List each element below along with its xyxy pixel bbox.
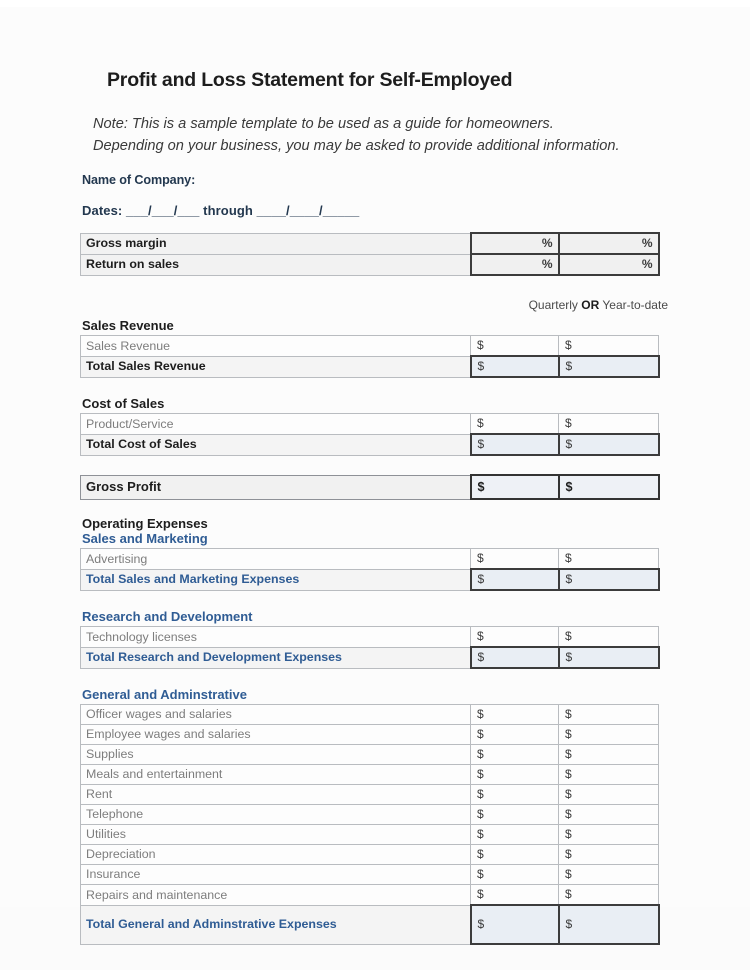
gross-profit-cell-quarterly[interactable]: $ xyxy=(471,475,559,499)
amount-cell-quarterly[interactable]: $ xyxy=(471,725,559,745)
row-label: Total Cost of Sales xyxy=(81,434,471,455)
table-row-total xyxy=(81,905,659,944)
total-cell-ytd[interactable]: $ xyxy=(559,434,659,455)
table-row xyxy=(81,865,659,885)
table-row-total xyxy=(81,356,659,377)
total-cell-ytd[interactable]: $ xyxy=(559,569,659,590)
total-cell-quarterly[interactable]: $ xyxy=(471,569,559,590)
row-label: Advertising xyxy=(81,549,471,570)
row-label: Product/Service xyxy=(81,414,471,435)
row-label: Total Research and Development Expenses xyxy=(81,647,471,668)
row-label: Rent xyxy=(81,785,471,805)
amount-cell-ytd[interactable]: $ xyxy=(559,865,659,885)
row-label: Return on sales xyxy=(81,254,471,275)
row-label: Repairs and maintenance xyxy=(81,885,471,906)
amount-cell-ytd[interactable]: $ xyxy=(559,745,659,765)
table-row xyxy=(81,414,659,435)
document-body xyxy=(0,7,750,932)
general-and-administrative-table xyxy=(80,704,660,945)
table-row xyxy=(81,549,659,570)
amount-cell-ytd[interactable]: $ xyxy=(559,725,659,745)
section-heading-sales-revenue: Sales Revenue xyxy=(82,318,174,334)
amount-cell-ytd[interactable]: $ xyxy=(559,785,659,805)
table-row xyxy=(81,765,659,785)
amount-cell-quarterly[interactable]: $ xyxy=(471,336,559,357)
row-label: Sales Revenue xyxy=(81,336,471,357)
gross-profit-cell-ytd[interactable]: $ xyxy=(559,475,659,499)
total-cell-quarterly[interactable]: $ xyxy=(471,434,559,455)
amount-cell-quarterly[interactable]: $ xyxy=(471,785,559,805)
total-cell-quarterly[interactable]: $ xyxy=(471,356,559,377)
period-quarterly-label: Quarterly xyxy=(528,298,578,313)
row-label: Utilities xyxy=(81,825,471,845)
sales-revenue-table xyxy=(80,335,660,378)
period-or-label: OR xyxy=(581,298,600,313)
amount-cell-ytd[interactable]: $ xyxy=(559,845,659,865)
table-row xyxy=(81,745,659,765)
total-cell-ytd[interactable]: $ xyxy=(559,647,659,668)
row-label: Employee wages and salaries xyxy=(81,725,471,745)
subsection-heading-research-and-development: Research and Development xyxy=(82,609,253,625)
table-row-total xyxy=(81,569,659,590)
amount-cell-quarterly[interactable]: $ xyxy=(471,825,559,845)
amount-cell-quarterly[interactable]: $ xyxy=(471,414,559,435)
row-label: Total General and Adminstrative Expenses xyxy=(81,905,471,944)
amount-cell-ytd[interactable]: $ xyxy=(559,627,659,648)
general-and-administrative-rows xyxy=(81,705,659,945)
amount-cell-ytd[interactable]: $ xyxy=(559,765,659,785)
amount-cell-ytd[interactable]: $ xyxy=(559,336,659,357)
amount-cell-ytd[interactable]: $ xyxy=(559,885,659,906)
amount-cell-quarterly[interactable]: $ xyxy=(471,765,559,785)
ratio-cell-ytd[interactable]: % xyxy=(559,254,659,275)
period-column-header xyxy=(80,298,670,312)
row-label: Technology licenses xyxy=(81,627,471,648)
amount-cell-quarterly[interactable]: $ xyxy=(471,865,559,885)
document-content xyxy=(80,7,670,945)
amount-cell-ytd[interactable]: $ xyxy=(559,825,659,845)
row-label: Depreciation xyxy=(81,845,471,865)
table-row-total xyxy=(81,434,659,455)
table-row xyxy=(81,885,659,906)
row-label: Total Sales Revenue xyxy=(81,356,471,377)
total-cell-ytd[interactable]: $ xyxy=(559,356,659,377)
table-row xyxy=(81,825,659,845)
row-label: Total Sales and Marketing Expenses xyxy=(81,569,471,590)
row-label: Supplies xyxy=(81,745,471,765)
cost-of-sales-table xyxy=(80,413,660,456)
table-row xyxy=(81,845,659,865)
sales-and-marketing-table xyxy=(80,548,660,591)
section-heading-operating-expenses: Operating Expenses xyxy=(82,516,208,532)
dates-label: Dates: ___/___/___ through ____/____/_____ xyxy=(82,203,360,219)
amount-cell-quarterly[interactable]: $ xyxy=(471,885,559,906)
gross-profit-table xyxy=(80,474,660,500)
amount-cell-quarterly[interactable]: $ xyxy=(471,705,559,725)
ratios-table-body xyxy=(81,233,659,275)
table-row-gross-profit xyxy=(81,475,659,499)
page-title: Profit and Loss Statement for Self-Employed xyxy=(107,69,513,91)
amount-cell-quarterly[interactable]: $ xyxy=(471,745,559,765)
page-top-strip xyxy=(0,0,750,7)
table-row xyxy=(81,233,659,254)
amount-cell-ytd[interactable]: $ xyxy=(559,805,659,825)
amount-cell-ytd[interactable]: $ xyxy=(559,414,659,435)
table-row xyxy=(81,254,659,275)
table-row xyxy=(81,725,659,745)
section-heading-cost-of-sales: Cost of Sales xyxy=(82,396,165,412)
table-row xyxy=(81,627,659,648)
amount-cell-quarterly[interactable]: $ xyxy=(471,549,559,570)
amount-cell-quarterly[interactable]: $ xyxy=(471,845,559,865)
company-name-label: Name of Company: xyxy=(82,173,196,188)
table-row-total xyxy=(81,647,659,668)
table-row xyxy=(81,705,659,725)
row-label: Officer wages and salaries xyxy=(81,705,471,725)
total-cell-quarterly[interactable]: $ xyxy=(471,905,559,944)
subsection-heading-sales-and-marketing: Sales and Marketing xyxy=(82,531,208,547)
row-label: Insurance xyxy=(81,865,471,885)
amount-cell-quarterly[interactable]: $ xyxy=(471,805,559,825)
row-label: Gross Profit xyxy=(81,475,471,499)
row-label: Telephone xyxy=(81,805,471,825)
table-row xyxy=(81,785,659,805)
row-label: Meals and entertainment xyxy=(81,765,471,785)
ratio-cell-quarterly[interactable]: % xyxy=(471,233,559,254)
ratios-table xyxy=(80,232,660,276)
amount-cell-ytd[interactable]: $ xyxy=(559,549,659,570)
row-label: Gross margin xyxy=(81,233,471,254)
table-row xyxy=(81,336,659,357)
amount-cell-ytd[interactable]: $ xyxy=(559,705,659,725)
note-line-1: Note: This is a sample template to be used as a guide for homeowners. xyxy=(93,116,554,132)
ratio-cell-ytd[interactable]: % xyxy=(559,233,659,254)
total-cell-quarterly[interactable]: $ xyxy=(471,647,559,668)
ratio-cell-quarterly[interactable]: % xyxy=(471,254,559,275)
subsection-heading-general-and-administrative: General and Adminstrative xyxy=(82,687,247,703)
amount-cell-quarterly[interactable]: $ xyxy=(471,627,559,648)
total-cell-ytd[interactable]: $ xyxy=(559,905,659,944)
table-row xyxy=(81,805,659,825)
note-line-2: Depending on your business, you may be asked to provide additional information. xyxy=(93,137,620,154)
period-ytd-label: Year-to-date xyxy=(602,298,668,313)
research-and-development-table xyxy=(80,626,660,669)
